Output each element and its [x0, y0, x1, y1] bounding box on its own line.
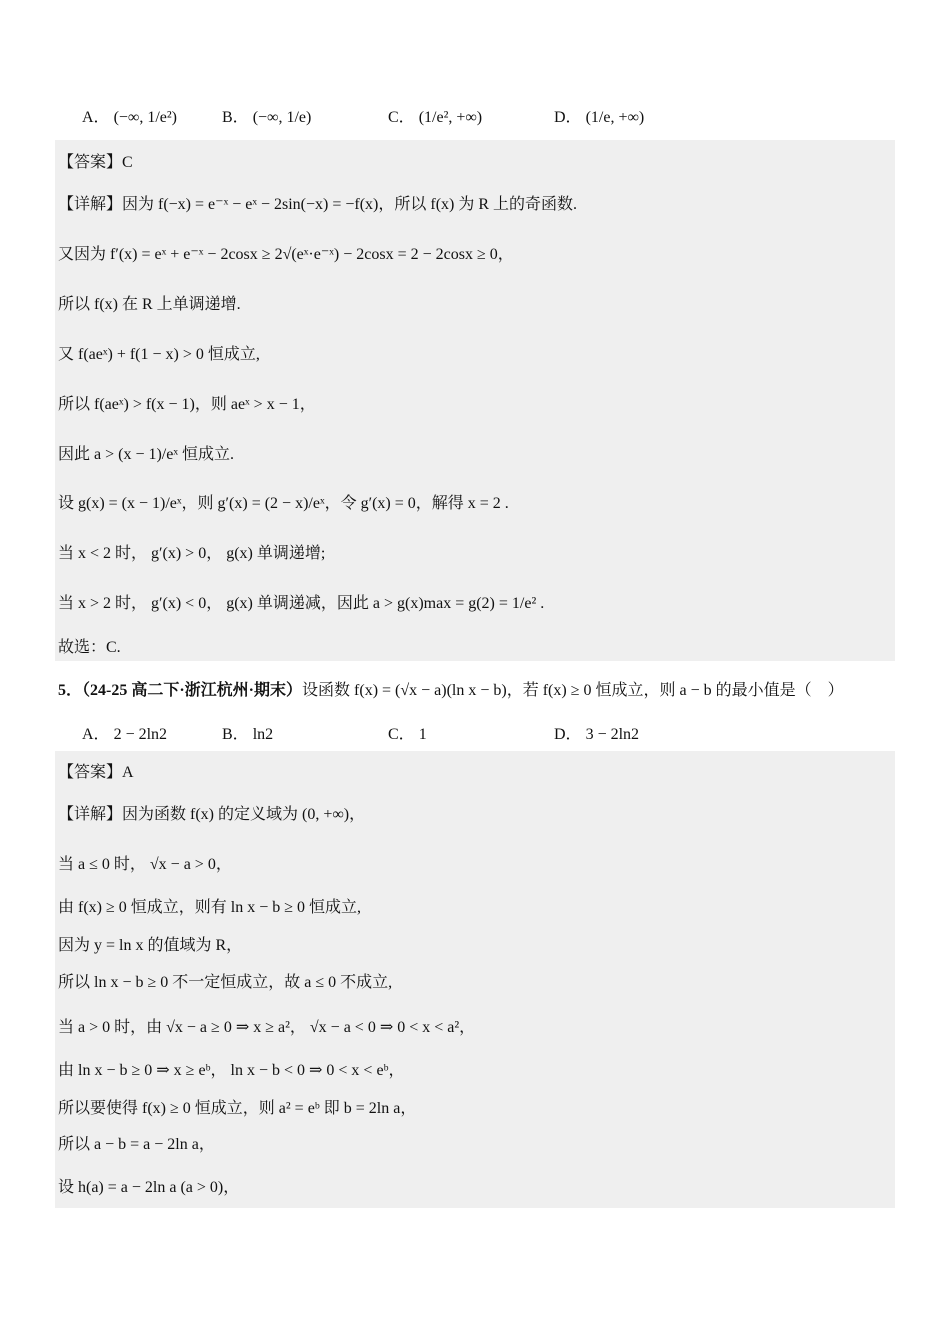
- q5-option-c-text: 1: [418, 726, 427, 743]
- q5-option-b-text: ln2: [252, 726, 274, 743]
- q4-option-d-text: (1/e, +∞): [585, 109, 645, 126]
- q4-option-c-text: (1/e², +∞): [418, 109, 483, 126]
- q5-option-c: C． 1: [388, 726, 427, 743]
- q5-stem: [58, 677, 844, 700]
- q4-detail-line-4: 又 f(aeˣ) + f(1 − x) > 0 恒成立,: [58, 346, 260, 363]
- q5-detail-line-2: 当 a ≤ 0 时， √x − a > 0，: [58, 856, 232, 873]
- q5-detail-line-4: 因为 y = ln x 的值域为 R，: [58, 937, 243, 954]
- q4-option-a-text: (−∞, 1/e²): [113, 109, 177, 126]
- q4-detail-line-1: 【详解】因为 f(−x) = e⁻ˣ − eˣ − 2sin(−x) = −f(x)，所以 f(x) 为 R 上的奇函数.: [58, 196, 578, 213]
- q5-detail-line-10: 设 h(a) = a − 2ln a (a > 0)，: [58, 1179, 240, 1196]
- q5-option-d-text: 3 − 2ln2: [585, 726, 640, 743]
- q4-option-d: D． (1/e, +∞): [554, 109, 645, 126]
- q5-detail-line-7: 由 ln x − b ≥ 0 ⇒ x ≥ eᵇ， ln x − b < 0 ⇒ 0 < x < eᵇ，: [58, 1062, 405, 1079]
- q4-detail-line-6: 因此 a > (x − 1)/eˣ 恒成立.: [58, 446, 234, 463]
- q4-detail-line-8: 当 x < 2 时， g′(x) > 0， g(x) 单调递增;: [58, 545, 326, 562]
- q5-text: 设函数 f(x) = (√x − a)(ln x − b)，若 f(x) ≥ 0 恒成立，则 a − b 的最小值是（ ）: [302, 682, 844, 699]
- q5-answer: 【答案】A: [58, 764, 134, 781]
- q4-option-b-text: (−∞, 1/e): [252, 109, 312, 126]
- q5-source: （24-25 高二下·浙江杭州·期末）: [82, 682, 303, 699]
- q5-number: 5．: [58, 682, 83, 699]
- q5-detail-line-9: 所以 a − b = a − 2ln a，: [58, 1136, 215, 1153]
- q5-option-b: B． ln2: [222, 726, 274, 743]
- q4-option-c: C． (1/e², +∞): [388, 109, 483, 126]
- q5-detail-line-5: 所以 ln x − b ≥ 0 不一定恒成立，故 a ≤ 0 不成立,: [58, 974, 393, 991]
- q5-detail-line-3: 由 f(x) ≥ 0 恒成立，则有 ln x − b ≥ 0 恒成立,: [58, 899, 362, 916]
- q4-detail-line-5: 所以 f(aeˣ) > f(x − 1)，则 aeˣ > x − 1，: [58, 396, 316, 413]
- q4-detail-line-9: 当 x > 2 时， g′(x) < 0， g(x) 单调递减，因此 a > g(x)max = g(2) = 1/e² .: [58, 595, 545, 612]
- q5-option-a: A． 2 − 2ln2: [82, 726, 168, 743]
- q5-detail-line-8: 所以要使得 f(x) ≥ 0 恒成立，则 a² = eᵇ 即 b = 2ln a，: [58, 1100, 417, 1117]
- q4-detail-line-10: 故选：C.: [58, 639, 121, 656]
- q4-option-a: A． (−∞, 1/e²): [82, 109, 177, 126]
- q5-detail-line-1: 【详解】因为函数 f(x) 的定义域为 (0, +∞)，: [58, 806, 366, 823]
- q5-option-a-text: 2 − 2ln2: [113, 726, 168, 743]
- q4-detail-line-2: 又因为 f′(x) = eˣ + e⁻ˣ − 2cosx ≥ 2√(eˣ·e⁻ˣ) − 2cosx = 2 − 2cosx ≥ 0，: [58, 246, 514, 263]
- q4-answer: 【答案】C: [58, 154, 133, 171]
- q4-option-b: B． (−∞, 1/e): [222, 109, 312, 126]
- q4-detail-line-3: 所以 f(x) 在 R 上单调递增.: [58, 296, 241, 313]
- q4-detail-line-7: 设 g(x) = (x − 1)/eˣ，则 g′(x) = (2 − x)/eˣ，令 g′(x) = 0，解得 x = 2 .: [58, 495, 509, 512]
- q5-option-d: D． 3 − 2ln2: [554, 726, 640, 743]
- q5-detail-line-6: 当 a > 0 时，由 √x − a ≥ 0 ⇒ x ≥ a²， √x − a < 0 ⇒ 0 < x < a²，: [58, 1019, 476, 1036]
